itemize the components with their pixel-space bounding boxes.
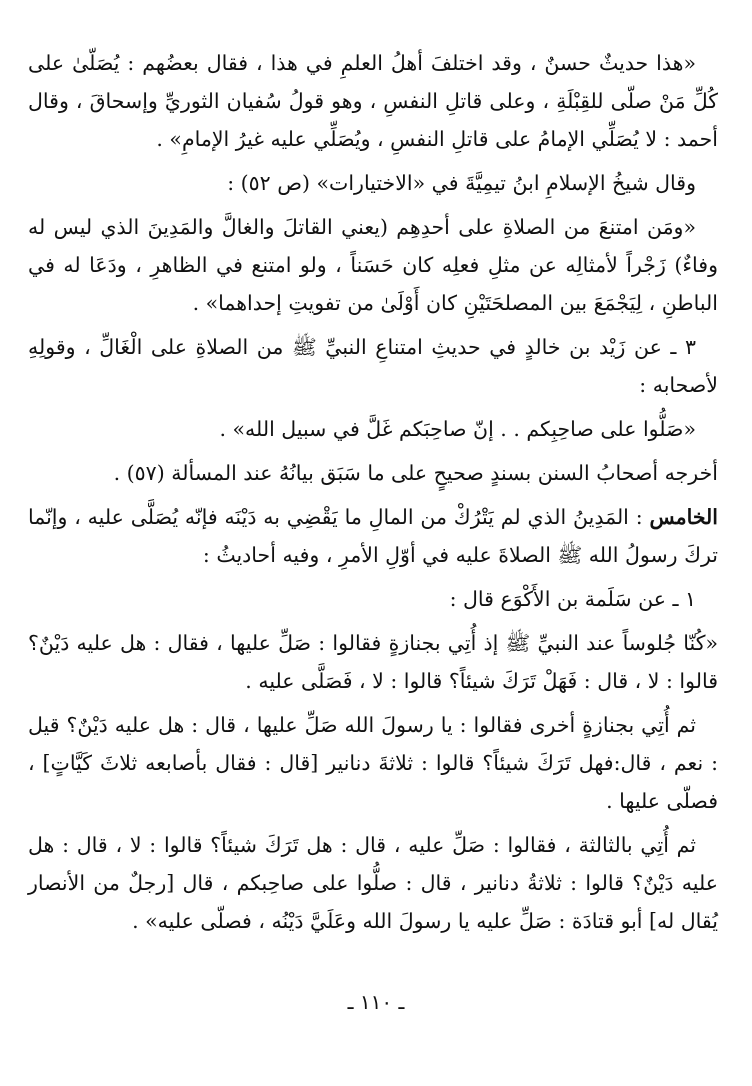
quote-ikhtiyarat: «ومَن امتنعَ من الصلاةِ على أحدِهِم (يعني القاتلَ والغالَّ والمَدِينَ الذي ليس له وفاءٌ) زَجْراً لأمثالِه عن مثلِ فعلِه كان حَسَناً ، ولو امتنع في الظاهرِ ، ودَعَا له في الباطنِ ، لِيَجْمَعَ بين المصلحَتَيْنِ كان أَوْلَىٰ من تفويتِ إحداهما» . [28, 215, 718, 315]
hadith-salamah-part-3: ثم أُتِي بالثالثة ، فقالوا : صَلِّ عليه ، قال : هل تَرَكَ شيئاً؟ قالوا : لا ، قال : هل عليه دَيْنٌ؟ قالوا : ثلاثةُ دنانير ، قال : صلُّوا على صاحِبكم ، قال [رجلٌ من الأنصار يُقال له] أبو قتادَة : صَلِّ عليه يا رسولَ الله وعَلَيَّ دَيْنُه ، فصلّى عليه» . [28, 833, 718, 933]
ibn-taymiyyah-intro: وقال شيخُ الإسلامِ ابنُ تيمِيَّةَ في «الاختيارات» (ص ٥٢) : [227, 171, 696, 195]
hadith-zayd-heading: ٣ ـ عن زَيْد بن خالدٍ في حديثِ امتناعِ النبيِّ ﷺ من الصلاةِ على الْغَالِّ ، وقولِهِ لأصحابه : [28, 335, 718, 397]
hadith-salamah-heading: ١ ـ عن سَلَمة بن الأَكْوَع قال : [449, 587, 696, 611]
page-body [28, 44, 718, 946]
page-number: ـ ١١٠ ـ [347, 990, 405, 1014]
quote-pray-for-companion: «صَلُّوا على صاحِبِكم . . إنّ صاحِبَكم غَلَّ في سبيل الله» . [219, 417, 696, 441]
takhrij-note: أخرجه أصحابُ السنن بسندٍ صحيحٍ على ما سَبَق بيانُهُ عند المسألة (٥٧) . [113, 461, 718, 485]
hadith-salamah-part-2: ثم أُتِي بجنازةٍ أخرى فقالوا : يا رسولَ الله صَلِّ عليها ، قال : هل عليه دَيْنٌ؟ قيل : نعم ، قال:فهل تَرَكَ شيئاً؟ قالوا : ثلاثةَ دنانير [قال : فقال بأصابعه ثلاثَ كَيَّاتٍ] ، فصلّى عليها . [28, 713, 718, 813]
fifth-section: الخامس : المَدِينُ الذي لم يَتْرُكْ من المالِ ما يَقْضِي به دَيْنَه فإنّه يُصَلَّى عليه ، وإنّما تركَ رسولُ الله ﷺ الصلاةَ عليه في أوّلِ الأمرِ ، وفيه أحاديثُ : [28, 505, 718, 567]
fifth-section-lead: الخامس [649, 505, 718, 529]
hadith-salamah-part-1: «كُنّا جُلوساً عند النبيِّ ﷺ إذ أُتِي بجنازةٍ فقالوا : صَلِّ عليها ، فقال : هل عليه دَيْنٌ؟ قالوا : لا ، قال : فَهَلْ تَرَكَ شيئاً؟ قالوا : لا ، فَصَلَّى عليه . [28, 631, 718, 693]
quote-tirmidhi: «هذا حديثٌ حسنٌ ، وقد اختلفَ أهلُ العلمِ في هذا ، فقال بعضُهم : يُصَلّىٰ على كُلِّ مَنْ صلّى للقِبْلَةِ ، وعلى قاتلِ النفسِ ، وهو قولُ سُفيان الثوريِّ وإسحاقَ ، وقال أحمد : لا يُصَلِّي الإمامُ على قاتلِ النفسِ ، ويُصَلِّي عليه غيرُ الإمامِ» . [28, 51, 718, 151]
